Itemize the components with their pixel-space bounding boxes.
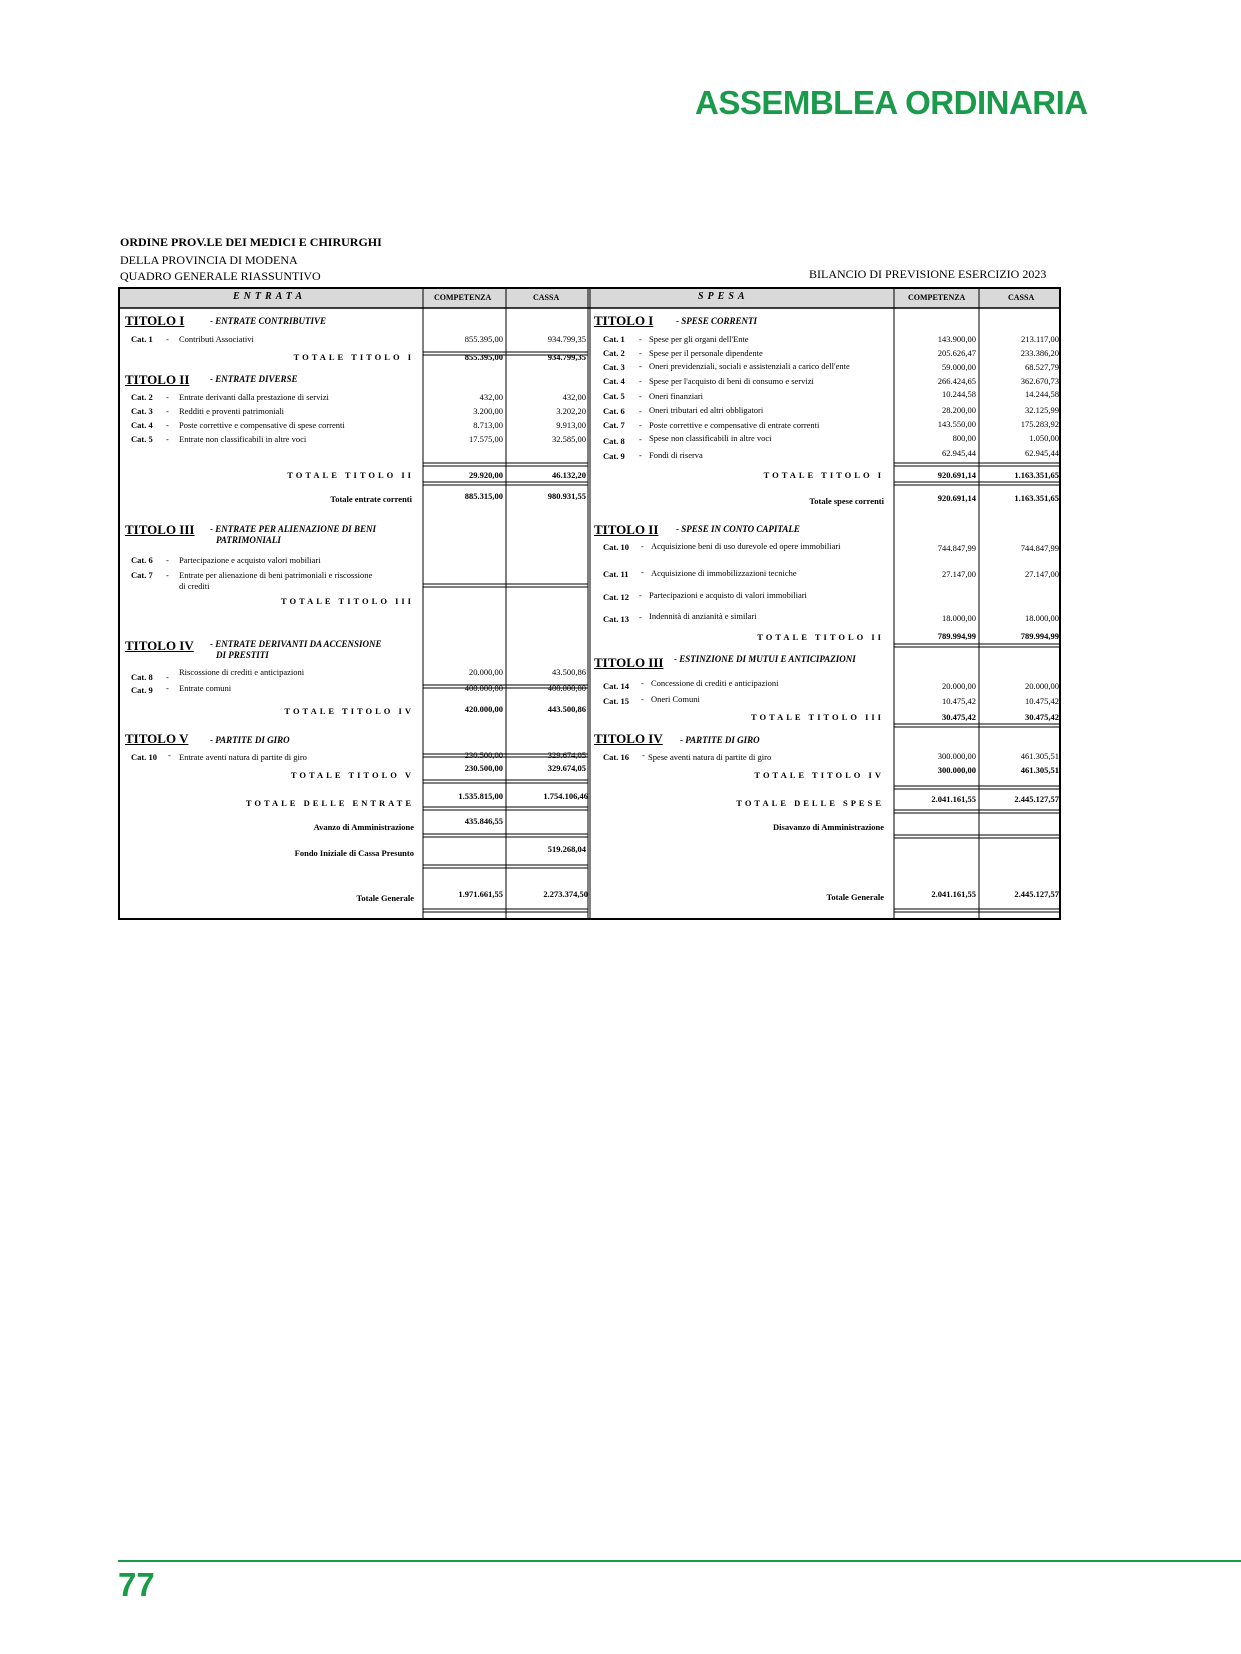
entrata-competenza-header: COMPETENZA — [434, 293, 492, 302]
entrate-titolo-3-total-label: TOTALE TITOLO III — [280, 596, 414, 606]
spese-cat-competenza: 10.244,58 — [942, 389, 976, 399]
spese-cat-cassa: 62.945,44 — [1025, 448, 1059, 458]
spese-generale-label: Totale Generale — [826, 892, 884, 902]
spese-cat-desc: Oneri finanziari — [649, 391, 704, 401]
spesa-competenza-header: COMPETENZA — [908, 293, 966, 302]
spese-titolo-2-total-label: TOTALE TITOLO II — [757, 632, 884, 642]
spese-titolo-1-subtitle: - SPESE CORRENTI — [676, 316, 758, 326]
entrate-cat-code: Cat. 7 — [131, 570, 153, 580]
spese-cat-desc: Spese per il personale dipendente — [649, 348, 763, 358]
entrate-titolo-5-title: TITOLO V — [125, 731, 189, 746]
entrate-titolo-4-subtitle-cont: DI PRESTITI — [216, 650, 269, 660]
spese-cat-code: Cat. 6 — [603, 406, 625, 416]
entrate-titolo-1-title: TITOLO I — [125, 313, 185, 328]
spese-cat-cassa: 362.670,73 — [1020, 376, 1059, 386]
entrate-titolo-4-total-cassa: 443.500,86 — [547, 704, 586, 714]
spese-titolo-1-title: TITOLO I — [594, 313, 654, 328]
spese-titolo-1-total-label: TOTALE TITOLO I — [763, 470, 884, 480]
spese-cat-desc: Acquisizione di immobilizzazioni tecniche — [651, 568, 797, 578]
entrate-cat-competenza: 20.000,00 — [469, 667, 503, 677]
entrate-cat-desc: Redditi e proventi patrimoniali — [179, 406, 285, 416]
spesa-cassa-header: CASSA — [1008, 293, 1035, 302]
spese-titolo-3-total-competenza: 30.475,42 — [942, 712, 976, 722]
spese-cat-code: Cat. 12 — [603, 592, 629, 602]
entrate-titolo-4-total-label: TOTALE TITOLO IV — [284, 706, 414, 716]
spese-cat-competenza: 20.000,00 — [942, 681, 976, 691]
entrate-titolo-1-subtitle: - ENTRATE CONTRIBUTIVE — [210, 316, 327, 326]
entrate-cat-competenza: 400.000,00 — [464, 683, 503, 693]
entrate-titolo-4-title: TITOLO IV — [125, 638, 194, 653]
entrate-titolo-1-total-label: TOTALE TITOLO I — [293, 352, 414, 362]
spese-titolo-3-total-label: TOTALE TITOLO III — [750, 712, 884, 722]
spese-cat-competenza: 205.626,47 — [937, 348, 976, 358]
spese-cat-desc: Spese aventi natura di partite di giro — [648, 752, 772, 762]
avanzo-label: Avanzo di Amministrazione — [313, 822, 414, 832]
entrate-titolo-5-total-label: TOTALE TITOLO V — [290, 770, 414, 780]
spese-cat-cassa: 233.386,20 — [1020, 348, 1059, 358]
entrate-cat-code: Cat. 5 — [131, 434, 153, 444]
entrate-correnti-competenza: 885.315,00 — [464, 491, 503, 501]
spese-titolo-2-title: TITOLO II — [594, 522, 659, 537]
spese-cat-code: Cat. 13 — [603, 614, 629, 624]
entrate-titolo-2-subtitle: - ENTRATE DIVERSE — [210, 374, 298, 384]
spese-correnti-cassa: 1.163.351,65 — [1014, 493, 1059, 503]
spese-correnti-competenza: 920.691,14 — [937, 493, 976, 503]
fondo-cassa-label: Fondo Iniziale di Cassa Presunto — [294, 848, 414, 858]
spese-titolo-2-total-cassa: 789.994,99 — [1020, 631, 1059, 641]
spese-titolo-4-subtitle: - PARTITE DI GIRO — [680, 735, 760, 745]
entrate-titolo-2-total-label: TOTALE TITOLO II — [287, 470, 414, 480]
entrate-cat-desc: Entrate non classificabili in altre voci — [179, 434, 307, 444]
spesa-header: SPESA — [698, 291, 749, 302]
spese-cat-cassa: 744.847,99 — [1020, 543, 1059, 553]
spese-generale-cassa: 2.445.127,57 — [1014, 889, 1059, 899]
spese-cat-code: Cat. 14 — [603, 681, 629, 691]
entrate-titolo-1-total-competenza: 855.395,00 — [464, 352, 503, 362]
banner-title: ASSEMBLEA ORDINARIA — [695, 84, 1088, 121]
spese-cat-desc: Indennità di anzianità e similari — [649, 611, 757, 621]
entrate-cat-cassa: 9.913,00 — [556, 420, 586, 430]
spese-titolo-3-subtitle: - ESTINZIONE DI MUTUI E ANTICIPAZIONI — [674, 654, 856, 664]
footer-rule — [118, 1560, 1241, 1562]
entrate-titolo-5-total-cassa: 329.674,05 — [547, 763, 586, 773]
entrate-cat-competenza: 8.713,00 — [473, 420, 503, 430]
entrate-cat-cassa: 400.000,00 — [547, 683, 586, 693]
spese-cat-desc: Concessione di crediti e anticipazioni — [651, 678, 779, 688]
spese-cat-cassa: 1.050,00 — [1029, 433, 1059, 443]
entrate-cat-code: Cat. 1 — [131, 334, 153, 344]
entrate-correnti-cassa: 980.931,55 — [547, 491, 586, 501]
spese-cat-cassa: 18.000,00 — [1025, 613, 1059, 623]
page-number: 77 — [118, 1566, 155, 1603]
entrate-cat-desc: Contributi Associativi — [179, 334, 254, 344]
entrate-cat-code: Cat. 6 — [131, 555, 153, 565]
spese-cat-competenza: 143.900,00 — [937, 334, 976, 344]
entrate-titolo-3-subtitle: - ENTRATE PER ALIENAZIONE DI BENI — [210, 524, 376, 534]
spese-titolo-1-total-cassa: 1.163.351,65 — [1014, 470, 1059, 480]
entrate-totale-label: TOTALE DELLE ENTRATE — [245, 798, 414, 808]
spese-cat-cassa: 14.244,58 — [1025, 389, 1059, 399]
spese-cat-desc: Oneri previdenziali, sociali e assistenziali a carico dell'ente — [649, 361, 850, 371]
entrate-cat-desc: Entrate aventi natura di partite di giro — [179, 752, 307, 762]
entrate-cat-cassa: 43.500,86 — [552, 667, 586, 677]
entrate-titolo-3-title: TITOLO III — [125, 522, 195, 537]
entrate-cat-desc-cont: di crediti — [179, 581, 210, 591]
entrate-cat-desc: Riscossione di crediti e anticipazioni — [179, 667, 305, 677]
spese-cat-cassa: 213.117,00 — [1021, 334, 1059, 344]
entrate-cat-competenza: 432,00 — [479, 392, 503, 402]
spese-titolo-4-title: TITOLO IV — [594, 731, 663, 746]
entrate-cat-competenza: 3.200,00 — [473, 406, 503, 416]
spese-cat-cassa: 20.000,00 — [1025, 681, 1059, 691]
spese-titolo-1-total-competenza: 920.691,14 — [937, 470, 976, 480]
fondo-cassa-cassa: 519.268,04 — [547, 844, 586, 854]
entrate-cat-competenza: 855.395,00 — [464, 334, 503, 344]
entrate-cat-competenza: 230.500,00 — [464, 750, 503, 760]
entrate-cat-desc: Poste correttive e compensative di spese correnti — [179, 420, 345, 430]
entrate-titolo-2-total-competenza: 29.920,00 — [469, 470, 503, 480]
entrate-cat-desc: Entrate comuni — [179, 683, 232, 693]
spese-totale-label: TOTALE DELLE SPESE — [736, 798, 884, 808]
entrate-correnti-label: Totale entrate correnti — [330, 494, 412, 504]
entrate-cat-cassa: 329.674,05 — [547, 750, 586, 760]
spese-cat-desc: Acquisizione beni di uso durevole ed opere immobiliari — [651, 541, 841, 551]
spese-totale-cassa: 2.445.127,57 — [1014, 794, 1059, 804]
entrate-cat-code: Cat. 10 — [131, 752, 157, 762]
spese-cat-code: Cat. 2 — [603, 348, 625, 358]
spese-cat-competenza: 143.550,00 — [937, 419, 976, 429]
spese-titolo-3-total-cassa: 30.475,42 — [1025, 712, 1059, 722]
entrate-cat-desc: Entrate derivanti dalla prestazione di servizi — [179, 392, 329, 402]
entrate-titolo-5-subtitle: - PARTITE DI GIRO — [210, 735, 290, 745]
avanzo-competenza: 435.846,55 — [464, 816, 503, 826]
spese-cat-code: Cat. 1 — [603, 334, 625, 344]
entrate-cat-code: Cat. 9 — [131, 685, 153, 695]
spese-titolo-2-total-competenza: 789.994,99 — [937, 631, 976, 641]
budget-title: BILANCIO DI PREVISIONE ESERCIZIO 2023 — [809, 267, 1047, 281]
spese-titolo-4-total-cassa: 461.305,51 — [1020, 765, 1059, 775]
spese-cat-competenza: 27.147,00 — [942, 569, 976, 579]
spese-cat-desc: Fondi di riserva — [649, 450, 703, 460]
entrata-cassa-header: CASSA — [533, 293, 560, 302]
spese-cat-cassa: 175.283,92 — [1020, 419, 1059, 429]
entrate-cat-desc: Partecipazione e acquisto valori mobiliari — [179, 555, 321, 565]
spese-cat-cassa: 27.147,00 — [1025, 569, 1059, 579]
spese-cat-code: Cat. 9 — [603, 451, 625, 461]
entrate-generale-competenza: 1.971.661,55 — [458, 889, 503, 899]
spese-cat-competenza: 266.424,65 — [937, 376, 976, 386]
entrate-titolo-2-total-cassa: 46.132,20 — [552, 470, 586, 480]
spese-titolo-4-total-competenza: 300.000,00 — [937, 765, 976, 775]
spese-titolo-2-subtitle: - SPESE IN CONTO CAPITALE — [676, 524, 800, 534]
org-name: ORDINE PROV.LE DEI MEDICI E CHIRURGHI — [120, 235, 382, 249]
spese-cat-competenza: 300.000,00 — [937, 751, 976, 761]
entrate-totale-cassa: 1.754.106,46 — [543, 791, 588, 801]
spese-cat-desc: Spese per gli organi dell'Ente — [649, 334, 749, 344]
spese-cat-code: Cat. 8 — [603, 436, 625, 446]
entrate-cat-code: Cat. 3 — [131, 406, 153, 416]
spese-cat-desc: Spese per l'acquisto di beni di consumo e servizi — [649, 376, 814, 386]
spese-cat-cassa: 461.305,51 — [1020, 751, 1059, 761]
entrate-titolo-4-subtitle: - ENTRATE DERIVANTI DA ACCENSIONE — [210, 639, 382, 649]
entrate-titolo-4-total-competenza: 420.000,00 — [464, 704, 503, 714]
spese-cat-code: Cat. 10 — [603, 542, 629, 552]
entrate-cat-code: Cat. 8 — [131, 672, 153, 682]
entrate-cat-cassa: 3.202,20 — [556, 406, 586, 416]
spese-cat-competenza: 18.000,00 — [942, 613, 976, 623]
entrate-cat-competenza: 17.575,00 — [469, 434, 503, 444]
spese-cat-code: Cat. 3 — [603, 362, 625, 372]
spese-cat-code: Cat. 7 — [603, 420, 625, 430]
spese-generale-competenza: 2.041.161,55 — [931, 889, 976, 899]
spese-cat-desc: Oneri Comuni — [651, 694, 700, 704]
spese-cat-code: Cat. 11 — [603, 569, 629, 579]
spese-cat-code: Cat. 15 — [603, 696, 629, 706]
spese-cat-desc: Poste correttive e compensative di entrate correnti — [649, 420, 820, 430]
spese-totale-competenza: 2.041.161,55 — [931, 794, 976, 804]
spese-cat-code: Cat. 4 — [603, 376, 625, 386]
spese-cat-competenza: 59.000,00 — [942, 362, 976, 372]
spese-cat-competenza: 744.847,99 — [937, 543, 976, 553]
spese-cat-code: Cat. 16 — [603, 752, 629, 762]
entrate-cat-cassa: 32.585,00 — [552, 434, 586, 444]
entrate-totale-competenza: 1.535.815,00 — [458, 791, 503, 801]
entrate-cat-code: Cat. 2 — [131, 392, 153, 402]
entrate-generale-cassa: 2.273.374,50 — [543, 889, 588, 899]
entrate-titolo-1-total-cassa: 934.799,35 — [547, 352, 586, 362]
spese-correnti-label: Totale spese correnti — [809, 496, 884, 506]
entrate-cat-cassa: 432,00 — [562, 392, 586, 402]
spese-cat-desc: Partecipazioni e acquisto di valori immobiliari — [649, 590, 807, 600]
entrata-header: ENTRATA — [233, 291, 307, 302]
spese-cat-competenza: 62.945,44 — [942, 448, 976, 458]
spese-cat-competenza: 10.475,42 — [942, 696, 976, 706]
spese-cat-cassa: 32.125,99 — [1025, 405, 1059, 415]
entrate-titolo-3-subtitle-cont: PATRIMONIALI — [216, 535, 281, 545]
entrate-cat-cassa: 934.799,35 — [547, 334, 586, 344]
org-province: DELLA PROVINCIA DI MODENA — [120, 253, 298, 267]
spese-cat-desc: Oneri tributari ed altri obbligatori — [649, 405, 764, 415]
spese-titolo-4-total-label: TOTALE TITOLO IV — [754, 770, 884, 780]
spese-cat-desc: Spese non classificabili in altre voci — [649, 433, 772, 443]
spese-cat-cassa: 10.475,42 — [1025, 696, 1059, 706]
entrate-cat-desc: Entrate per alienazione di beni patrimoniali e riscossione — [179, 570, 373, 580]
spese-cat-competenza: 28.200,00 — [942, 405, 976, 415]
report-title: QUADRO GENERALE RIASSUNTIVO — [120, 269, 321, 283]
spese-cat-cassa: 68.527,79 — [1025, 362, 1059, 372]
disavanzo-label: Disavanzo di Amministrazione — [773, 822, 884, 832]
entrate-generale-label: Totale Generale — [356, 893, 414, 903]
entrate-cat-code: Cat. 4 — [131, 420, 153, 430]
entrate-titolo-2-title: TITOLO II — [125, 372, 190, 387]
spese-cat-competenza: 800,00 — [952, 433, 976, 443]
entrate-titolo-5-total-competenza: 230.500,00 — [464, 763, 503, 773]
budget-table: ENTRATA COMPETENZA CASSA SPESA COMPETENZA CASSA TITOLO I - ENTRATE CONTRIBUTIVE Cat. 1 - Contributi Associativi 855.395,00 934.799,35 TOTALE TITOLO I 855.395,00 934.799,35 TITOLO II - ENTRATE DIVERSE Cat. 2 - Entrate derivanti dalla prestazione di servizi 432,00 432,00 Cat. 3 - Redditi e proventi patrimoniali 3.200,00 3.202,20 Cat. 4 - Poste correttive e compensative di spese correnti 8.713,00 9.913,00 Cat. 5 - Entrate non classificabili in altre voci 17.575,00 32.585,00 TOTALE TITOLO II 29.920,00 46.132,20 Totale entrate correnti 885.315,00 980.931,55 TITOLO III - ENTRATE PER ALIENAZIONE DI BENI PATRIMONIALI Cat. 6 - Partecipazione e acquisto valori mobiliari Cat. 7 - Entrate per alienazione di beni patrimoniali e riscossione di crediti TOTALE TITOLO III TITOLO IV - ENTRATE DERIVANTI DA ACCENSIONE DI PRESTITI Cat. 8 - Riscossione di crediti e anticipazioni 20.000,00 43.500,86 Cat. 9 - Entrate comuni 400.000,00 400.000,00 TOTALE TITOLO IV 420.000,00 443.500,86 TITOLO V - PARTITE DI GIRO Cat. 10 - Entrate aventi natura di partite di giro 230.500,00 329.674,05 TOTALE TITOLO V 230.500,00 329.674,05 TOTALE DELLE ENTRATE 1.535.815,00 1.754.106,46 Avanzo di Amministrazione 435.846,55 Fondo Iniziale di Cassa Presunto 519.268,04 Totale Generale 1.971.661,55 2.273.374,50 TITOLO I - SPESE CORRENTI Cat. 1 - Spese per gli organi dell'Ente 143.900,00 213.117,00 Cat. 2 - Spese per il personale dipendente 205.626,47 233.386,20 Cat. 3 - Oneri previdenziali, sociali e assistenziali a carico dell'ente 59.000,00 68.527,79 Cat. 4 - Spese per l'acquisto di beni di consumo e servizi 266.424,65 362.670,73 Cat. 5 - Oneri finanziari 10.244,58 14.244,58 Cat. 6 - Oneri tributari ed altri obbligatori 28.200,00 32.125,99 Cat. 7 - Poste correttive e compensative di entrate correnti 143.550,00 175.283,92 Cat. 8 - Spese non classificabili in altre voci 800,00 1.050,00 Cat. 9 - Fondi di riserva 62.945,44 62.945,44 TOTALE TITOLO I 920.691,14 1.163.351,65 Totale spese correnti 920.691,14 1.163.351,65 TITOLO II - SPESE IN CONTO CAPITALE Cat. 10 - Acquisizione beni di uso durevole ed opere immobiliari 744.847,99 744.847,99 Cat. 11 - Acquisizione di immobilizzazioni tecniche 27.147,00 27.147,00 Cat. 12 - Partecipazioni e acquisto di valori immobiliari Cat. 13 - Indennità di anzianità e similari 18.000,00 18.000,00 TOTALE TITOLO II 789.994,99 789.994,99 TITOLO III - ESTINZIONE DI MUTUI E ANTICIPAZIONI Cat. 14 - Concessione di crediti e anticipazioni 20.000,00 20.000,00 Cat. 15 - Oneri Comuni 10.475,42 10.475,42 TOTALE TITOLO III 30.475,42 30.475,42 TITOLO IV - PARTITE DI GIRO Cat. 16 - Spese aventi natura di partite di giro 300.000,00 461.305,51 TOTALE TITOLO IV 300.000,00 461.305,51 TOTALE DELLE SPESE 2.041.161,55 2.445.127,57 Disavanzo di Amministrazione Totale Generale 2.041.161,55 2.445.127,57 — [118, 287, 1061, 920]
spese-titolo-3-title: TITOLO III — [594, 655, 664, 670]
spese-cat-code: Cat. 5 — [603, 391, 625, 401]
